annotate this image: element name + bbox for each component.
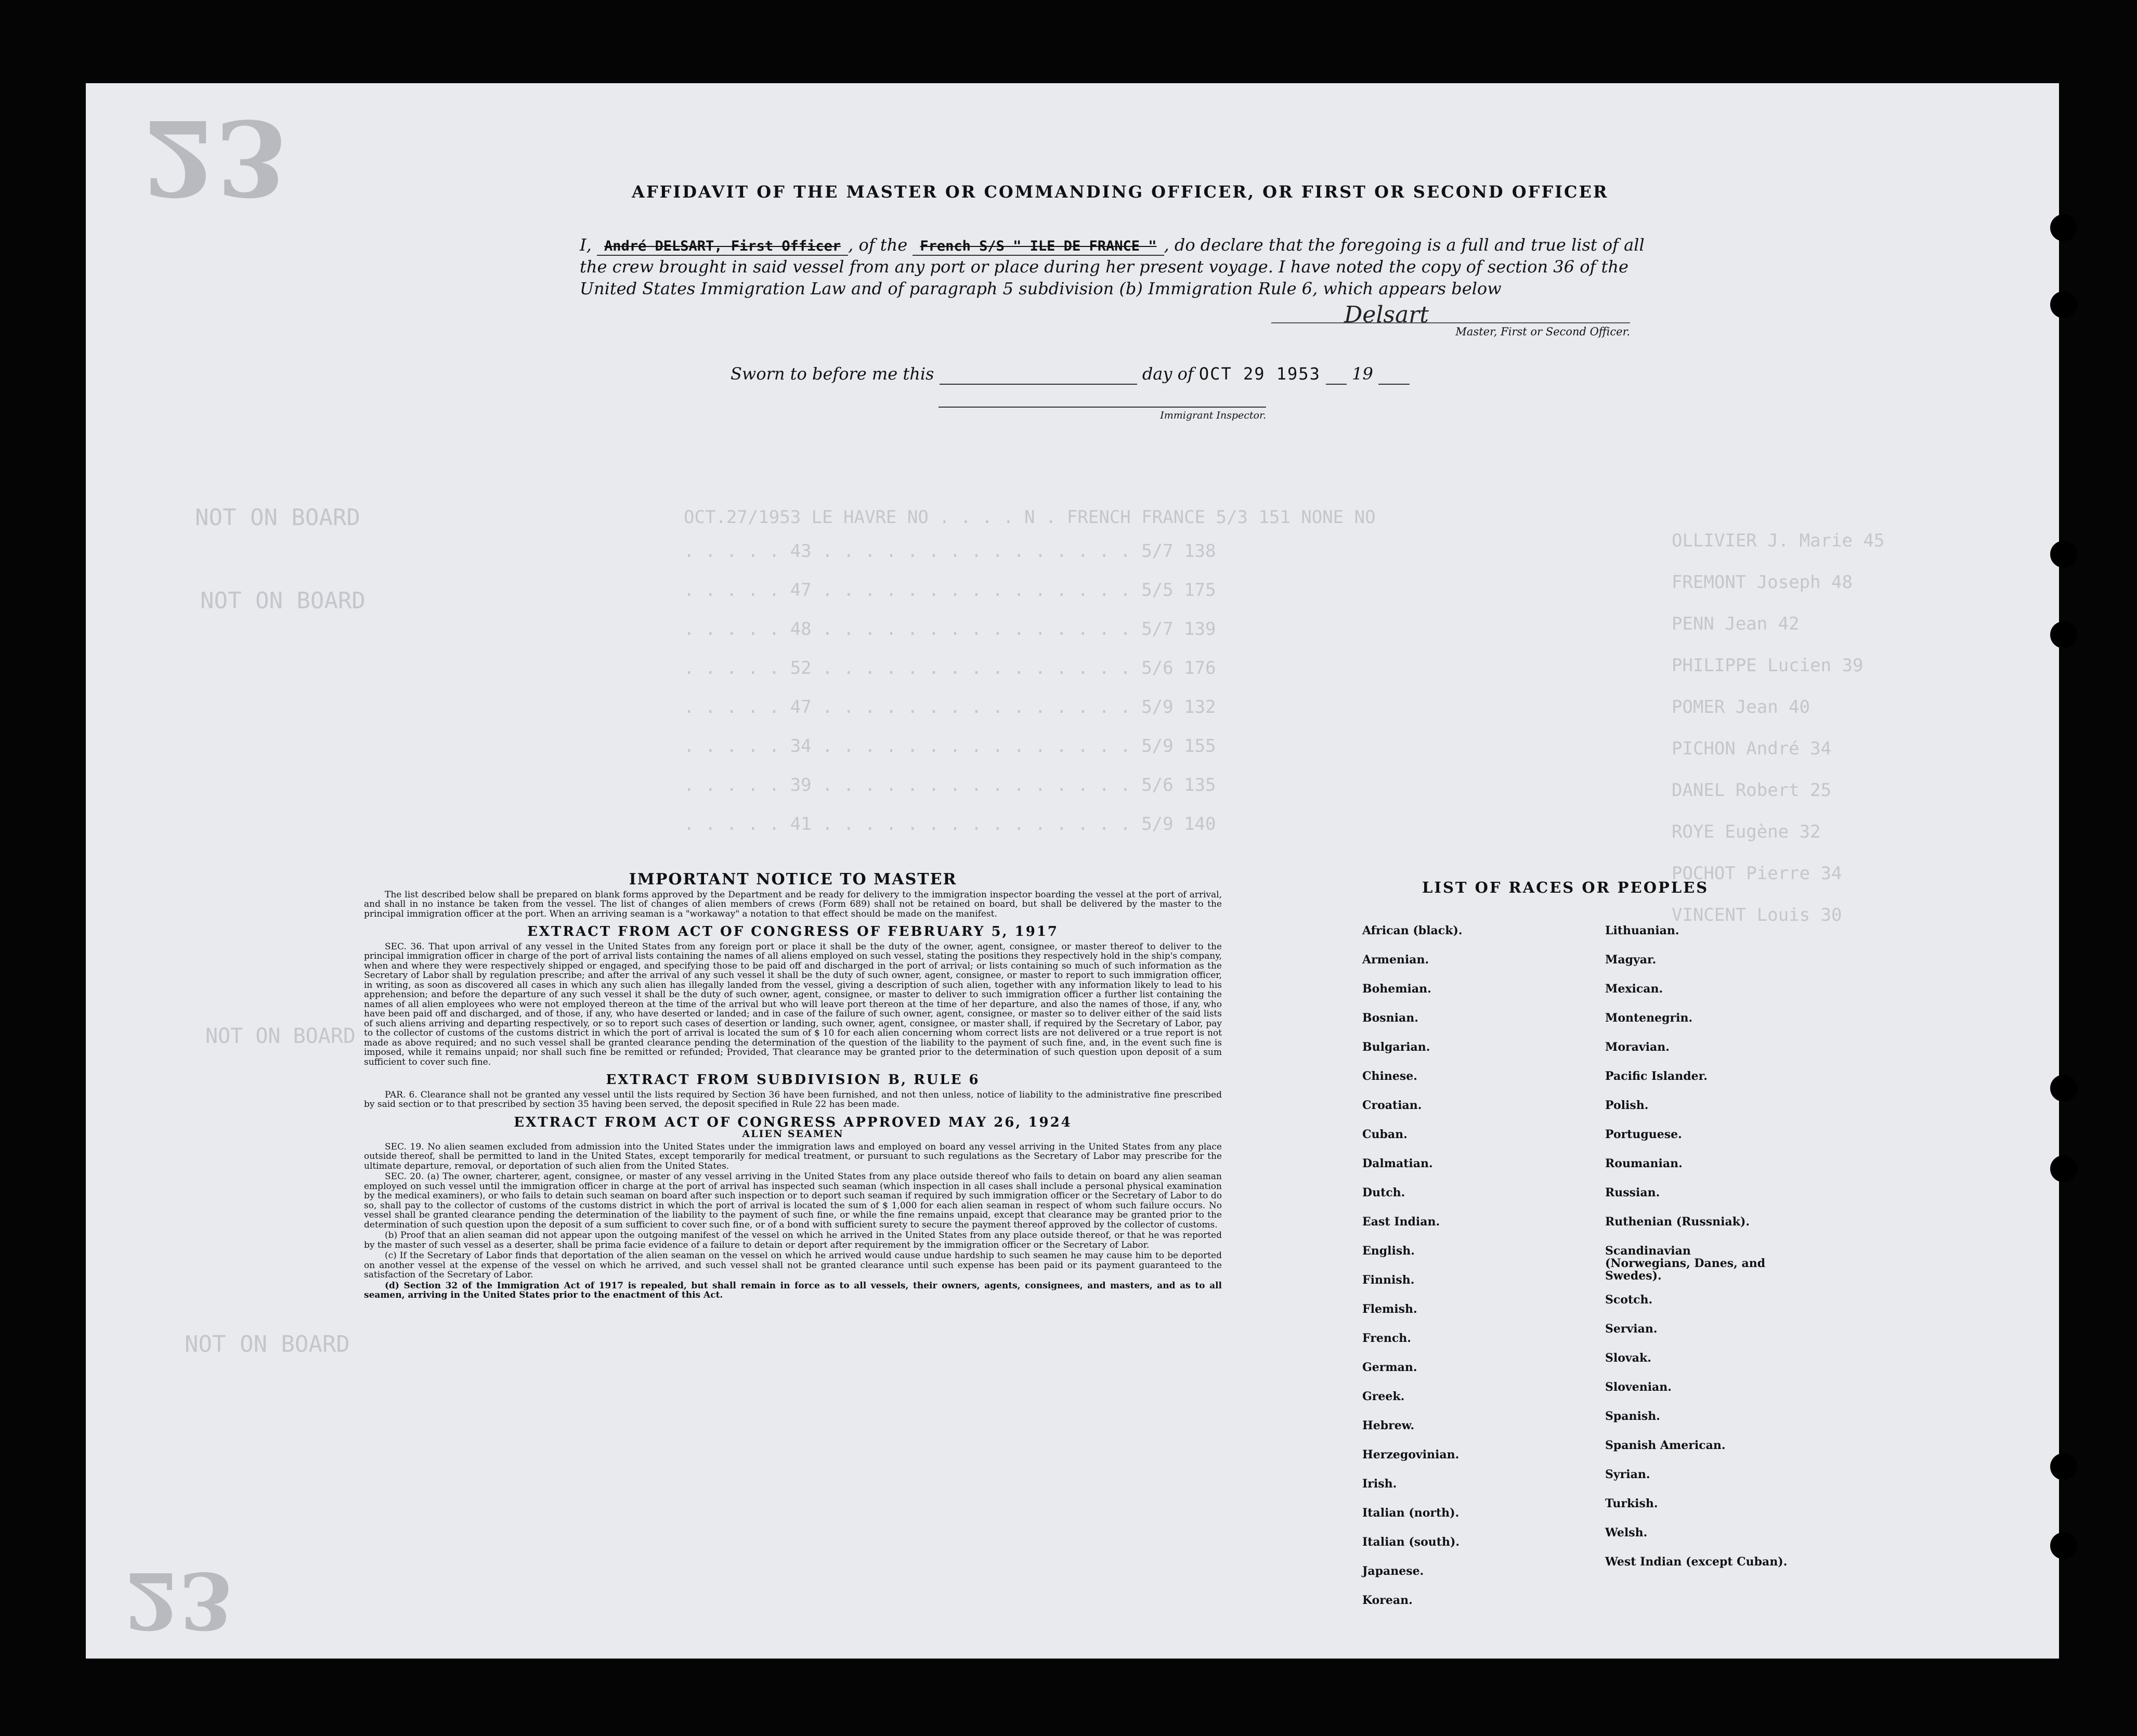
race-item: East Indian.	[1362, 1215, 1440, 1229]
binder-hole	[2050, 1532, 2077, 1559]
race-item: West Indian (except Cuban).	[1605, 1555, 1788, 1569]
race-item: Polish.	[1605, 1099, 1649, 1112]
race-item: Flemish.	[1362, 1302, 1417, 1316]
race-item: Italian (north).	[1362, 1506, 1460, 1520]
race-item: Armenian.	[1362, 953, 1429, 967]
signature-caption: Master, First or Second Officer.	[1271, 322, 1630, 338]
sworn-prefix: Sworn to before me this	[731, 364, 934, 384]
act-1924-sec20c: (c) If the Secretary of Labor finds that deportation of the alien seaman on the vessel on which he arrived would cause undue hardship to such seamen he may cause him to be deported on another vessel at the expense of the vessel on which he arrived, and such vessel shall not be granted clearance until such expense has been paid or its payment guaranteed to the satisfaction of the Secretary of Labor.	[364, 1250, 1222, 1280]
race-item: Bosnian.	[1362, 1011, 1418, 1025]
race-item: Servian.	[1605, 1322, 1658, 1336]
binder-hole	[2050, 291, 2077, 318]
affidavit-i: I,	[580, 235, 592, 255]
race-item: Chinese.	[1362, 1069, 1417, 1083]
race-item: Korean.	[1362, 1594, 1413, 1607]
race-item: Scotch.	[1605, 1293, 1653, 1307]
officer-name-field: André DELSART, First Officer	[597, 238, 848, 256]
act-1924-sec20b: (b) Proof that an alien seaman did not appear upon the outgoing manifest of the vessel on which he arrived in the United States from any place outside thereof, or that he was reported by the master of such vessel as a deserter, shall be prima facie evidence of a failure to detain or deport after requirement by the immigration officer or the Secretary of Labor.	[364, 1230, 1222, 1250]
officer-signature: Delsart	[1344, 302, 1429, 328]
race-item: Herzegovinian.	[1362, 1448, 1460, 1461]
race-item: Dalmatian.	[1362, 1157, 1433, 1170]
race-item: Italian (south).	[1362, 1535, 1460, 1549]
sworn-day-of: day of	[1142, 364, 1194, 384]
race-item: Spanish American.	[1605, 1439, 1726, 1452]
notice-block	[364, 871, 1222, 1301]
date-stamp: OCT 29 1953	[1198, 364, 1321, 384]
race-item: Greek.	[1362, 1390, 1405, 1403]
act-1924-sec19: SEC. 19. No alien seamen excluded from admission into the United States under the immigration laws and employed on board any vessel arriving in the United States from any place outside thereof, shall be permitted to land in the United States, except temporarily for medical treatment, or pursuant to such regulations as the Secretary of Labor may prescribe for the ultimate departure, removal, or deportation of such alien from the United States.	[364, 1141, 1222, 1171]
act-1924-subtitle: ALIEN SEAMEN	[742, 1128, 844, 1140]
race-item: Slovak.	[1605, 1351, 1651, 1365]
race-item: Bulgarian.	[1362, 1040, 1430, 1054]
sworn-day-blank	[940, 364, 1137, 385]
binder-hole	[2050, 1155, 2077, 1182]
act-1924-sec20a: SEC. 20. (a) The owner, charterer, agent, consignee, or master of any vessel arriving in the United States from any place outside thereof who fails to detain on board any alien seaman employed on such vessel until the immigration officer in charge at the port of arrival has inspected such seaman (which inspection in all cases shall include a personal physical examination by the medical examiners), or who fails to detain such seaman on board after such inspection or to deport such seaman if required by such immigration officer or the Secretary of Labor to do so, shall pay to the collector of customs of the customs district in which the port of arrival is located the sum of $ 1,000 for each alien seaman in respect of whom such failure occurs. No vessel shall be granted clearance pending the determination of the liability to the payment of such fine, or while the fine remains unpaid, except that clearance may be granted prior to the determination of such question upon the deposit of a sum sufficient to cover such fine, or of a bond with sufficient surety to secure the payment thereof approved by the collector of customs.	[364, 1171, 1222, 1230]
races-list-title: LIST OF RACES OR PEOPLES	[1422, 879, 1709, 896]
race-item: Slovenian.	[1605, 1380, 1672, 1394]
act-1917-body: SEC. 36. That upon arrival of any vessel in the United States from any foreign port or place it shall be the duty of the owner, agent, consignee, or master thereof to deliver to the principal immigration officer in charge of the port of arrival lists containing the names of all aliens employed on such vessel, stating the positions they respectively hold in the ship's company, when and where they were respectively shipped or engaged, and specifying those to be paid off and discharged in the port of arrival; or lists containing so much of such information as the Secretary of Labor shall by regulation prescribe; and after the arrival of any such vessel it shall be the duty of such owner, agent, consignee, or master to report to such immigration officer, in writing, as soon as discovered all cases in which any such alien has illegally landed from the vessel, giving a description of such alien, together with any information likely to lead to his apprehension; and before the departure of any such vessel it shall be the duty of such owner, agent, consignee, or master to deliver to such immigration officer a further list containing the names of all alien employees who were not employed thereon at the time of the arrival but who will leave port thereon at the time of her departure, and also the names of those, if any, who have been paid off and discharged, and of those, if any, who have deserted or landed; and in case of the failure of such owner, agent, consignee, or master so to deliver either of the said lists of such aliens arriving and departing respectively, or so to report such cases of desertion or landing, such owner, agent, consignee, or master shall, if required by the Secretary of Labor, pay to the collector of customs of the customs district in which the port of arrival is located the sum of $ 10 for each alien concerning whom correct lists are not delivered or a true report is not made as above required; and no such vessel shall be granted clearance pending the determination of the question of the liability to the payment of such fine, and, in the event such fine is imposed, while it remains unpaid; nor shall such fine be remitted or refunded; Provided, That clearance may be granted prior to the determination of such question upon deposit of a sum sufficient to cover such fine.	[364, 941, 1222, 1067]
race-item: German.	[1362, 1361, 1417, 1374]
race-item: Roumanian.	[1605, 1157, 1683, 1170]
race-item: Cuban.	[1362, 1128, 1408, 1141]
race-item: Portuguese.	[1605, 1128, 1682, 1141]
race-item: Croatian.	[1362, 1099, 1422, 1112]
affidavit-title: AFFIDAVIT OF THE MASTER OR COMMANDING OFFICER, OR FIRST OR SECOND OFFICER	[632, 182, 1609, 202]
race-item: English.	[1362, 1244, 1415, 1258]
race-item: Hebrew.	[1362, 1419, 1415, 1432]
race-item: Ruthenian (Russniak).	[1605, 1215, 1750, 1229]
sworn-year-prefix: 19	[1352, 364, 1373, 384]
race-item: Welsh.	[1605, 1526, 1648, 1539]
immigrant-inspector-caption: Immigrant Inspector.	[939, 407, 1266, 421]
document-sheet: 23 23 OCT.27/1953 LE HAVRE NO . . . . N . FRENCH FRANCE 5/3 151 NONE NO . . . . . 43 . . . . . . . . . . . . . . . 5/7 138 . . . . . 47 . . . . . . . . . . . . . . . 5/5 175 . . . . . 48 . . . . . . . . . . . . . . . 5/7 139 . . . . . 52 . . . . . . . . . . . . . . . 5/6 176 . . . . . 47 . . . . . . . . . . . . . . . 5/9 132 . . . . . 34 . . . . . . . . . . . . . . . 5/9 155 . . . . . 39 . . . . . . . . . . . . . . . 5/6 135 . . . . . 41 . . . . . . . . . . . . . . . 5/9 140 OLLIVIER J. Marie 45 FREMONT Joseph 48 PENN Jean 42 PHILIPPE Lucien 39 POMER Jean 40 PICHON André 34 DANEL Robert 25 ROYE Eugène 32 POCHOT Pierre 34 VINCENT Louis 30 NOT ON BOARD NOT ON BOARD NOT ON BOARD NOT ON BOARD AFFIDAVIT OF THE MASTER OR COMMANDING OFFICER, OR FIRST OR SECOND OFFICER I, André DELSART, First Officer , of the French S/S " ILE DE FRANCE " , do declare that the foregoing is a full and true list of all the crew brought in said vessel from any port or place during her present voyage. I have noted the copy of section 36 of the United States Immigration Law and of paragraph 5 subdivision (b) Immigration Rule 6, which appears below Delsart Master, First or Second Officer. Sworn to before me this day of OCT 29 1953 19 Immigrant Inspector. IMPORTANT NOTICE TO MASTER The list described below shall be prepared on blank forms approved by the Department and be ready for delivery to the immigration inspector boarding the vessel at the port of arrival, and shall in no instance be taken from the vessel. The list of changes of alien members of crews (Form 689) shall not be retained on board, but shall be delivered by the master to the principal immigration officer at the port. When an arriving seaman is a "workaway" a notation to that effect should be made on the manifest. EXTRACT FROM ACT OF CONGRESS OF FEBRUARY 5, 1917 SEC. 36. That upon arrival of any vessel in the United States from any foreign port or place it shall be the duty of the owner, agent, consignee, or master thereof to deliver to the principal immigration officer in charge of the port of arrival lists containing the names of all aliens employed on such vessel, stating the positions they respectively hold in the ship's company, when and where they were respectively shipped or engaged, and specifying those to be paid off and discharged in the port of arrival; or lists containing so much of such information as the Secretary of Labor shall by regulation prescribe; and after the arrival of any such vessel it shall be the duty of such owner, agent, consignee, or master to report to such immigration officer, in writing, as soon as discovered all cases in which any such alien has illegally landed from the vessel, giving a description of such alien, together with any information likely to lead to his apprehension; and before the departure of any such vessel it shall be the duty of such owner, agent, consignee, or master to deliver to such immigration officer a further list containing the names of all alien employees who were not employed thereon at the time of the arrival but who will leave port thereon at the time of her departure, and also the names of those, if any, who have been paid off and discharged, and of those, if any, who have deserted or landed; and in case of the failure of such owner, agent, consignee, or master so to deliver either of the said lists of such aliens arriving and departing respectively, or so to report such cases of desertion or landing, such owner, agent, consignee, or master shall, if required by the Secretary of Labor, pay to the collector of customs of the customs district in which the port of arrival is located the sum of $ 10 for each alien concerning whom correct lists are not delivered or a true report is not made as above required; and no such vessel shall be granted clearance pending the determination of the question of the liability to the payment of such fine, and, in the event such fine is imposed, while it remains unpaid; nor shall such fine be remitted or refunded; Provided, That clearance may be granted prior to the determination of such question upon deposit of a sum sufficient to cover such fine. EXTRACT FROM SUBDIVISION B, RULE 6 PAR. 6. Clearance shall not be granted any vessel until the lists required by Section 36 have been furnished, and not then unless, notice of liability to the administrative fine prescribed by said section or to that prescribed by section 35 having been served, the deposit specified in Rule 22 has been made. EXTRACT FROM ACT OF CONGRESS APPROVED MAY 26, 1924 ALIEN SEAMEN SEC. 19. No alien seamen excluded from admission into the United States under the immigration laws and employed on board any vessel arriving in the United States from any place outside thereof, shall be permitted to land in the United States, except temporarily for medical treatment, or pursuant to such regulations as the Secretary of Labor may prescribe for the ultimate departure, removal, or deportation of such alien from the United States. SEC. 20. (a) The owner, charterer, agent, consignee, or master of any vessel arriving in the United States from any place outside thereof who fails to detain on board any alien seaman employed on such vessel until the immigration officer in charge at the port of arrival has inspected such seaman (which inspection in all cases shall include a personal physical examination by the medical examiners), or who fails to detain such seaman on board after such inspection or to deport such seaman if required by such immigration officer or the Secretary of Labor to do so, shall pay to the collector of customs of the customs district in which the port of arrival is located the sum of $ 1,000 for each alien seaman in respect of whom such failure occurs. No vessel shall be granted clearance pending the determination of the liability to the payment of such fine, or while the fine remains unpaid, except that clearance may be granted prior to the determination of such question upon the deposit of a sum sufficient to cover such fine, or of a bond with sufficient surety to secure the payment thereof approved by the collector of customs. (b) Proof that an alien seaman did not appear upon the outgoing manifest of the vessel on which he arrived in the United States from any place outside thereof, or that he was reported by the master of such vessel as a deserter, shall be prima facie evidence of a failure to detain or deport after requirement by the immigration officer or the Secretary of Labor. (c) If the Secretary of Labor finds that deportation of the alien seaman on the vessel on which he arrived would cause undue hardship to such seamen he may cause him to be deported on another vessel at the expense of the vessel on which he arrived, and such vessel shall not be granted clearance until such expense has been paid or its payment guaranteed to the satisfaction of the Secretary of Labor. (d) Section 32 of the Immigration Act of 1917 is repealed, but shall remain in force as to all vessels, their owners, agents, consignees, and masters, and as to all seamen, arriving in the United States prior to the enactment of this Act. LIST OF RACES OR PEOPLES African (black). Armenian. Bohemian. Bosnian. Bulgarian. Chinese. Croatian. Cuban. Dalmatian. Dutch. East Indian. English. Finnish. Flemish. French. German. Greek. Hebrew. Herzegovinian. Irish. Italian (north). Italian (south). Japanese. Korean. Lithuanian. Magyar. Mexican. Montenegrin. Moravian. Pacific Islander. Polish. Portuguese. Roumanian. Russian. Ruthenian (Russniak). Scandinavian (Norwegians, Danes, and Swedes). Scotch. Servian. Slovak. Slovenian. Spanish. Spanish American. Syrian. Turkish. Welsh. West Indian (except Cuban).	[86, 83, 2059, 1659]
binder-hole	[2050, 541, 2077, 568]
race-item: Irish.	[1362, 1477, 1397, 1491]
race-item: Spanish.	[1605, 1409, 1660, 1423]
affidavit-declaration	[580, 234, 1646, 299]
binder-hole	[2050, 214, 2077, 241]
race-item: Turkish.	[1605, 1497, 1658, 1510]
act-1917-title: EXTRACT FROM ACT OF CONGRESS OF FEBRUARY 5, 1917	[527, 924, 1059, 939]
race-item: Bohemian.	[1362, 982, 1431, 996]
binder-hole	[2050, 1453, 2077, 1480]
race-item: Finnish.	[1362, 1273, 1415, 1287]
race-item: French.	[1362, 1332, 1411, 1345]
sworn-line	[731, 364, 1410, 385]
affidavit-of-the: , of the	[848, 235, 908, 255]
vessel-name-field: French S/S " ILE DE FRANCE "	[913, 238, 1164, 256]
act-1924-title: EXTRACT FROM ACT OF CONGRESS APPROVED MAY 26, 1924	[514, 1114, 1072, 1130]
race-item: Japanese.	[1362, 1564, 1424, 1578]
notice-body: The list described below shall be prepared on blank forms approved by the Department and be ready for delivery to the immigration inspector boarding the vessel at the port of arrival, and shall in no instance be taken from the vessel. The list of changes of alien members of crews (Form 689) shall not be retained on board, but shall be delivered by the master to the principal immigration officer at the port. When an arriving seaman is a "workaway" a notation to that effect should be made on the manifest.	[364, 889, 1222, 919]
race-item: Dutch.	[1362, 1186, 1405, 1199]
race-item: Syrian.	[1605, 1468, 1650, 1481]
race-item: Moravian.	[1605, 1040, 1670, 1054]
rule-6-title: EXTRACT FROM SUBDIVISION B, RULE 6	[606, 1072, 980, 1088]
race-item: Scandinavian (Norwegians, Danes, and Swedes).	[1605, 1244, 1766, 1283]
binder-hole	[2050, 621, 2077, 648]
race-item: Magyar.	[1605, 953, 1657, 967]
race-item: Mexican.	[1605, 982, 1663, 996]
page-number-bleed-bottom: 23	[125, 1555, 233, 1646]
race-item: Montenegrin.	[1605, 1011, 1693, 1025]
act-1924-sec20d: (d) Section 32 of the Immigration Act of 1917 is repealed, but shall remain in force as to all vessels, their owners, agents, consignees, and masters, and as to all seamen, arriving in the United States prior to the enactment of this Act.	[364, 1280, 1222, 1300]
page-number-bleed-top: 23	[143, 96, 288, 218]
race-item: Lithuanian.	[1605, 924, 1679, 937]
notice-title: IMPORTANT NOTICE TO MASTER	[629, 870, 957, 889]
affidavit-declaration-text: , do declare that the foregoing is a full and true list of all the crew brought in said vessel from any port or place during her present voyage. I have noted the copy of section 36 of the United States Immigration Law and of paragraph 5 subdivision (b) Immigration Rule 6, which appears below	[580, 235, 1645, 298]
binder-hole	[2050, 1075, 2077, 1102]
race-item: Russian.	[1605, 1186, 1660, 1199]
rule-6-body: PAR. 6. Clearance shall not be granted any vessel until the lists required by Section 36 have been furnished, and not then unless, notice of liability to the administrative fine prescribed by said section or to that prescribed by section 35 having been served, the deposit specified in Rule 22 has been made.	[364, 1089, 1222, 1110]
race-item: Pacific Islander.	[1605, 1069, 1708, 1083]
race-item: African (black).	[1362, 924, 1463, 937]
